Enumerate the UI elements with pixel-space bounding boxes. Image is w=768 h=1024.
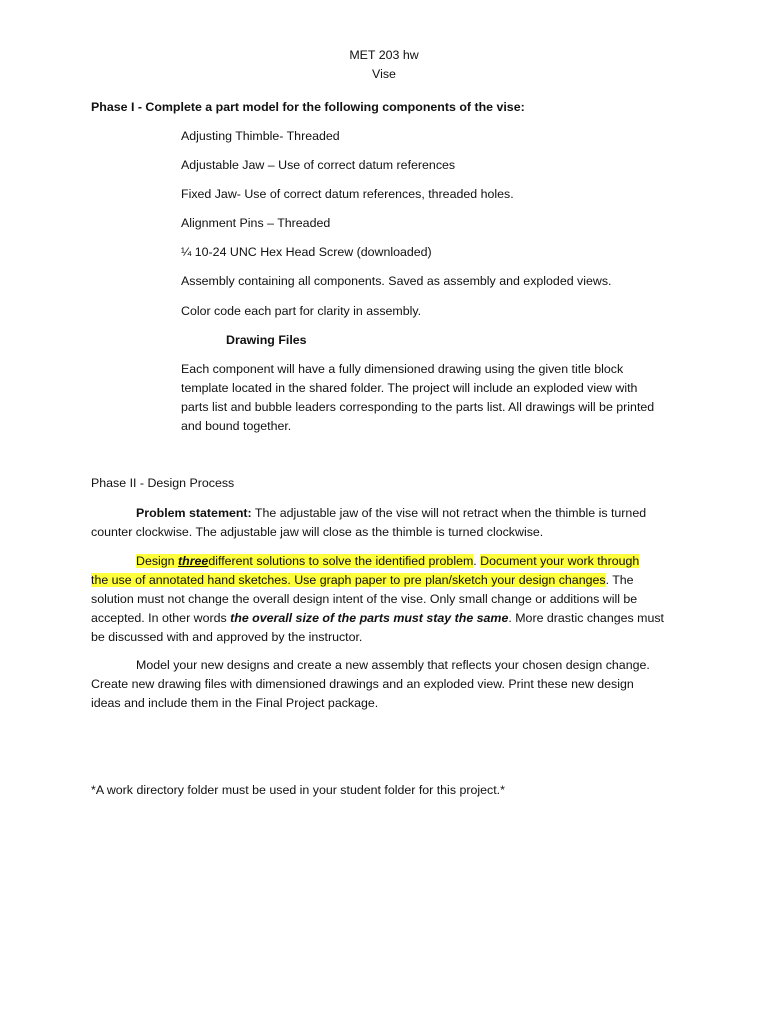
model-paragraph-line: Create new drawing files with dimensioned drawings and an exploded view. Print these new design [91, 677, 634, 691]
phase1-item: Color code each part for clarity in assembly. [181, 304, 422, 318]
document-highlight: Document your work through [480, 554, 640, 568]
phase1-item: Fixed Jaw- Use of correct datum references, threaded holes. [181, 187, 514, 201]
drawing-paragraph-line: parts list and bubble leaders corresponding to the parts list. All drawings will be printed [181, 400, 655, 414]
design-rest: different solutions to solve the identified problem [208, 554, 474, 568]
size-emphasis: the overall size of the parts must stay the same [230, 611, 509, 625]
design-line [91, 609, 664, 628]
phase1-item: Adjusting Thimble- Threaded [181, 129, 340, 143]
design-line: solution must not change the overall design intent of the vise. Only small change or additions will be [91, 592, 638, 606]
highlight [136, 554, 473, 568]
model-paragraph-line: ideas and include them in the Final Project package. [91, 696, 379, 710]
design-word: Design [136, 554, 179, 568]
drawing-paragraph-line: Each component will have a fully dimensioned drawing using the given title block [181, 362, 624, 376]
model-paragraph-line: Model your new designs and create a new assembly that reflects your chosen design change. [136, 658, 650, 672]
phase1-heading: Phase I - Complete a part model for the following components of the vise: [91, 100, 525, 114]
drawing-files-heading: Drawing Files [226, 333, 307, 347]
problem-statement-line [136, 504, 646, 523]
design-line [136, 552, 639, 571]
drawing-paragraph-line: and bound together. [181, 419, 292, 433]
three-emphasis: three [178, 554, 209, 568]
problem-statement-line: counter clockwise. The adjustable jaw will close as the thimble is turned clockwise. [91, 525, 544, 539]
design-line [91, 571, 634, 590]
problem-statement-label: Problem statement: [136, 506, 252, 520]
annotated-highlight: the use of annotated hand sketches. Use graph paper to pre plan/sketch your design changes [91, 573, 606, 587]
phase1-item: Assembly containing all components. Saved as assembly and exploded views. [181, 274, 612, 288]
annotated-tail: . The [605, 573, 634, 587]
accepted-suffix: . More drastic changes must [508, 611, 664, 625]
design-line: be discussed with and approved by the instructor. [91, 630, 363, 644]
design-period: . [473, 554, 481, 568]
phase2-heading: Phase II - Design Process [91, 476, 235, 490]
phase1-item: ¼ 10-24 UNC Hex Head Screw (downloaded) [181, 245, 432, 259]
document-subject: Vise [372, 67, 396, 81]
work-directory-note: *A work directory folder must be used in your student folder for this project.* [91, 783, 505, 797]
accepted-prefix: accepted. In other words [91, 611, 231, 625]
course-title: MET 203 hw [349, 48, 419, 62]
phase1-item: Adjustable Jaw – Use of correct datum references [181, 158, 456, 172]
problem-statement-text: The adjustable jaw of the vise will not retract when the thimble is turned [251, 506, 647, 520]
phase1-item: Alignment Pins – Threaded [181, 216, 331, 230]
drawing-paragraph-line: template located in the shared folder. The project will include an exploded view with [181, 381, 638, 395]
